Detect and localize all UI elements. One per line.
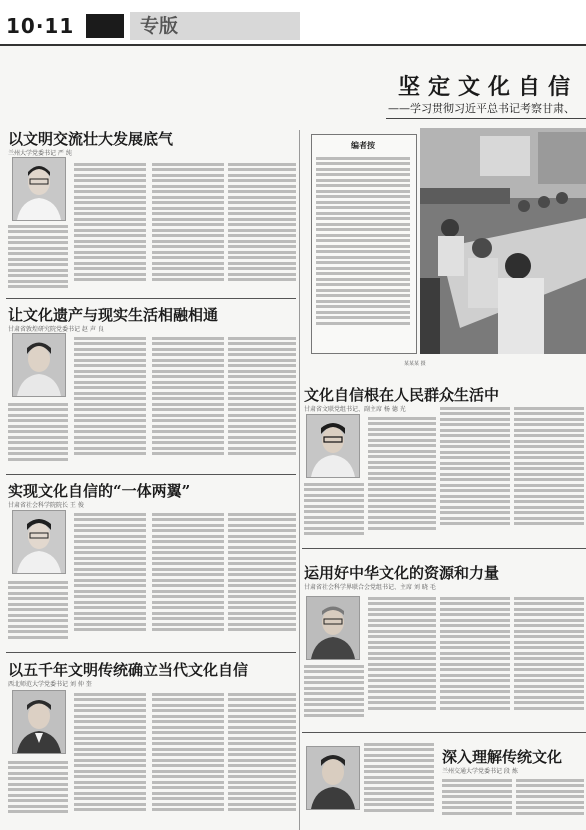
article-text	[74, 690, 146, 826]
feature-headline: 坚定文化自信	[398, 74, 579, 100]
article-separator	[6, 652, 296, 653]
article-title: 实现文化自信的“一体两翼”	[8, 482, 191, 500]
article-text	[368, 594, 436, 728]
column-divider	[299, 130, 300, 830]
author-portrait	[306, 414, 360, 478]
author-portrait	[12, 333, 66, 397]
editor-note-title: 编者按	[351, 140, 375, 150]
article-separator	[6, 298, 296, 299]
article-text	[440, 404, 510, 544]
meeting-photo	[420, 128, 586, 354]
author-portrait	[306, 746, 360, 810]
feature-subheadline: ——学习贯彻习近平总书记考察甘肃、	[388, 102, 575, 115]
article-byline: 兰州大学党委书记 严 纯	[8, 150, 72, 157]
article-text	[74, 160, 146, 296]
article-byline: 甘肃省文联党组书记、副主席 杨 德 光	[304, 406, 406, 413]
article-text	[304, 480, 364, 544]
article-text	[152, 510, 224, 648]
photo-caption: 某某某 摄	[404, 361, 426, 367]
article-title: 以五千年文明传统确立当代文化自信	[8, 661, 249, 679]
article-title: 让文化遗产与现实生活相融相通	[8, 306, 219, 324]
article-text	[442, 776, 512, 826]
article-text	[364, 740, 434, 826]
article-text	[8, 400, 68, 472]
author-portrait	[306, 596, 360, 660]
article-text	[228, 690, 296, 826]
article-text	[8, 758, 68, 826]
article-title: 文化自信根在人民群众生活中	[304, 386, 500, 404]
article-byline: 兰州交通大学党委书记 段 炼	[442, 768, 518, 775]
article-text	[8, 578, 68, 648]
section-marker	[86, 14, 124, 38]
article-text	[440, 594, 510, 728]
page-number: 10·11	[6, 14, 75, 38]
article-text	[368, 414, 436, 544]
section-label: 专版	[130, 12, 300, 40]
article-separator	[6, 474, 296, 475]
article-text	[228, 334, 296, 470]
article-text	[152, 334, 224, 470]
article-text	[228, 160, 296, 296]
article-text	[514, 404, 584, 544]
article-text	[152, 690, 224, 826]
article-separator	[302, 732, 586, 733]
author-portrait	[12, 157, 66, 221]
article-text	[228, 510, 296, 648]
article-text	[516, 776, 584, 826]
article-byline: 甘肃省社会科学界联合会党组书记、主席 刘 晓 毛	[304, 584, 436, 591]
header-rule	[0, 44, 586, 46]
article-text	[304, 662, 364, 726]
article-byline: 甘肃省敦煌研究院党委书记 赵 声 良	[8, 326, 104, 333]
editor-note-text	[316, 154, 410, 348]
feature-rule	[386, 118, 586, 119]
article-text	[152, 160, 224, 296]
article-text	[74, 510, 146, 648]
article-text	[74, 334, 146, 470]
article-title: 深入理解传统文化	[442, 748, 563, 766]
article-title: 以文明交流壮大发展底气	[8, 130, 174, 148]
author-portrait	[12, 690, 66, 754]
article-text	[514, 594, 584, 728]
article-byline: 西北师范大学党委书记 刘 仲 奎	[8, 681, 92, 688]
article-text	[8, 222, 68, 296]
article-separator	[302, 548, 586, 549]
article-byline: 甘肃省社会科学院院长 王 俊	[8, 502, 84, 509]
author-portrait	[12, 510, 66, 574]
article-title: 运用好中华文化的资源和力量	[304, 564, 500, 582]
